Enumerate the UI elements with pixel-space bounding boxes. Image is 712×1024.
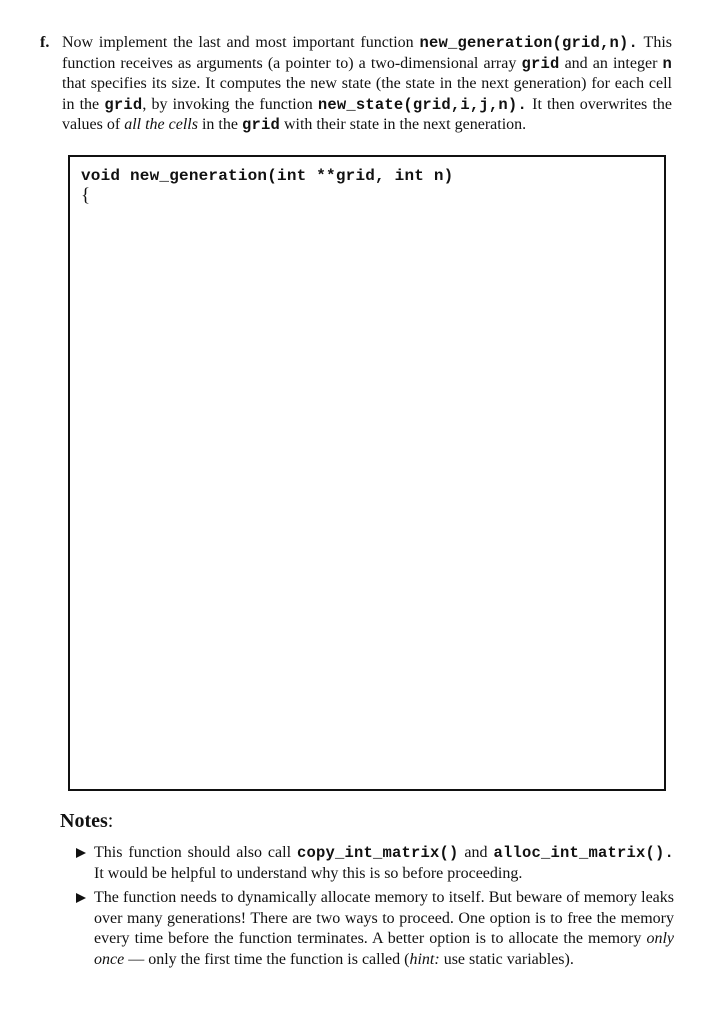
note-item [94, 888, 674, 970]
notes-colon: : [107, 810, 114, 832]
code-new-generation: new_generation(grid,n). [419, 34, 639, 52]
problem-statement [40, 33, 673, 136]
problem-text: with their state in the next generation. [279, 116, 527, 133]
problem-text: Now implement the last and most important function [62, 34, 420, 51]
note-text: The function needs to dynamically allocate memory to itself. But beware of memory leaks over many generations! There are two ways to proceed. One option is to free the memory every time before the function terminates. A better option is to allocate the memory [94, 889, 674, 947]
notes-heading [60, 810, 113, 833]
code-alloc-int-matrix: alloc_int_matrix(). [493, 844, 674, 862]
problem-text: , by invoking the function [142, 95, 318, 113]
emphasis-all-cells: all the cells [124, 116, 198, 133]
notes-list [94, 843, 674, 974]
note-text: — only the first time the function is called ( [124, 950, 410, 968]
code-copy-int-matrix: copy_int_matrix() [296, 844, 459, 862]
emphasis-hint: hint: [409, 950, 440, 968]
code-grid: grid [521, 54, 560, 73]
note-item [94, 843, 674, 884]
note-text: This function should also call [94, 844, 297, 861]
problem-text: that specifies its size. It computes the new state (the state in the next generation) for each cell in the [62, 75, 672, 113]
problem-letter: f. [40, 34, 50, 51]
problem-text: in the [197, 116, 242, 133]
answer-box[interactable] [68, 155, 666, 791]
bullet-triangle-icon [76, 893, 86, 903]
code-new-state: new_state(grid,i,j,n). [317, 95, 527, 114]
emphasis-only-once: only once [94, 930, 674, 968]
code-n: n [662, 54, 673, 73]
note-text: use static variables). [439, 950, 574, 968]
note-text: It would be helpful to understand why this is so before proceeding. [94, 864, 523, 882]
opening-brace: { [81, 185, 91, 206]
bullet-triangle-icon [76, 848, 86, 858]
problem-text: This function receives as arguments (a pointer to) a two-dimensional array [62, 34, 673, 72]
notes-title: Notes [60, 810, 108, 832]
code-grid: grid [241, 116, 280, 134]
problem-text: and an integer [559, 54, 663, 72]
problem-text: It then overwrites the values of [62, 95, 672, 133]
code-grid: grid [104, 95, 143, 114]
function-signature: void new_generation(int **grid, int n) [81, 167, 454, 185]
note-text: and [458, 844, 494, 861]
